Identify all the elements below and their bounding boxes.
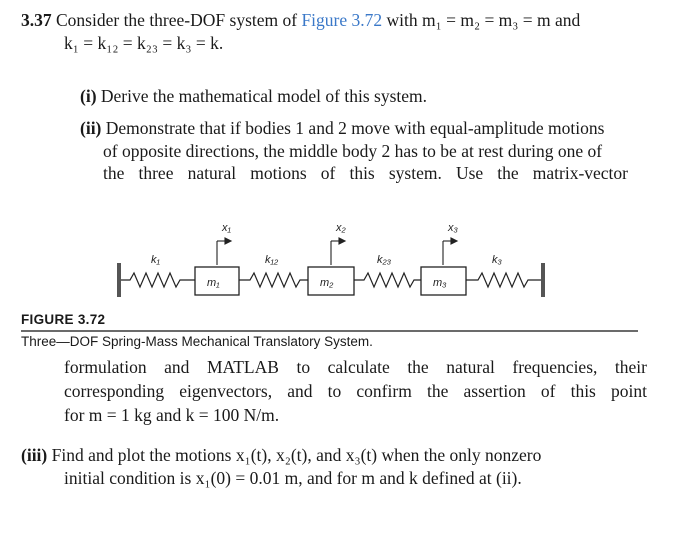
displacement-arrow-3 [443,238,457,265]
problem-intro: Consider the three-DOF system of [56,10,298,30]
label-k23: k₂₃ [377,254,392,266]
label-m3: m₃ [433,277,447,289]
displacement-arrow-1 [217,238,231,265]
spring-k3 [466,273,541,287]
label-k3: k₃ [492,254,502,266]
label-k1: k₁ [151,254,160,266]
part-ii-line-5: corresponding eigenvectors, and to confirm the assertion of this point [64,381,647,401]
label-x2: x₂ [336,222,346,234]
figure-caption: Three—DOF Spring-Mass Mechanical Translatory System. [21,334,373,349]
part-iii-line-2: initial condition is x₁(0) = 0.01 m, and for m and k defined at (ii). [64,468,522,488]
part-iii-text-1: Find and plot the motions x₁(t), x₂(t), and x₃(t) when the only nonzero [51,445,542,465]
part-ii-line-4: formulation and MATLAB to calculate the natural frequencies, their [64,357,647,377]
part-ii-line-2: of opposite directions, the middle body 2 has to be at rest during one of [103,141,603,161]
part-ii-text-1: Demonstrate that if bodies 1 and 2 move with equal-amplitude motions [105,118,605,138]
problem-number: 3.37 [21,10,52,30]
part-iii-line-1 [21,444,541,466]
spring-k1 [121,273,195,287]
figure-label: FIGURE 3.72 [21,312,106,327]
displacement-arrow-2 [331,238,345,265]
spring-mass-figure [0,215,700,305]
label-k12: k₁₂ [265,254,279,266]
part-i-text: Derive the mathematical model of this system. [100,86,427,106]
part-ii-line-1 [80,117,604,139]
part-i [80,85,427,107]
label-m2: m₂ [320,277,334,289]
problem-statement-line-1 [21,9,580,31]
spring-k12 [239,273,308,287]
part-ii-line-6: for m = 1 kg and k = 100 N/m. [64,405,280,425]
part-i-label: (i) [80,86,97,106]
label-m1: m₁ [207,277,220,289]
part-ii-line-3: the three natural motions of this system. Use the matrix-vector [103,163,628,183]
part-ii-label: (ii) [80,118,102,138]
label-x3: x₃ [448,222,458,234]
part-iii-label: (iii) [21,445,48,465]
label-x1: x₁ [222,222,231,234]
figure-divider [21,330,638,332]
figure-link[interactable]: Figure 3.72 [301,10,383,30]
problem-intro-cont: with m₁ = m₂ = m₃ = m and [386,10,581,30]
spring-k23 [354,273,421,287]
problem-statement-line-2: k₁ = k₁₂ = k₂₃ = k₃ = k. [64,33,224,53]
